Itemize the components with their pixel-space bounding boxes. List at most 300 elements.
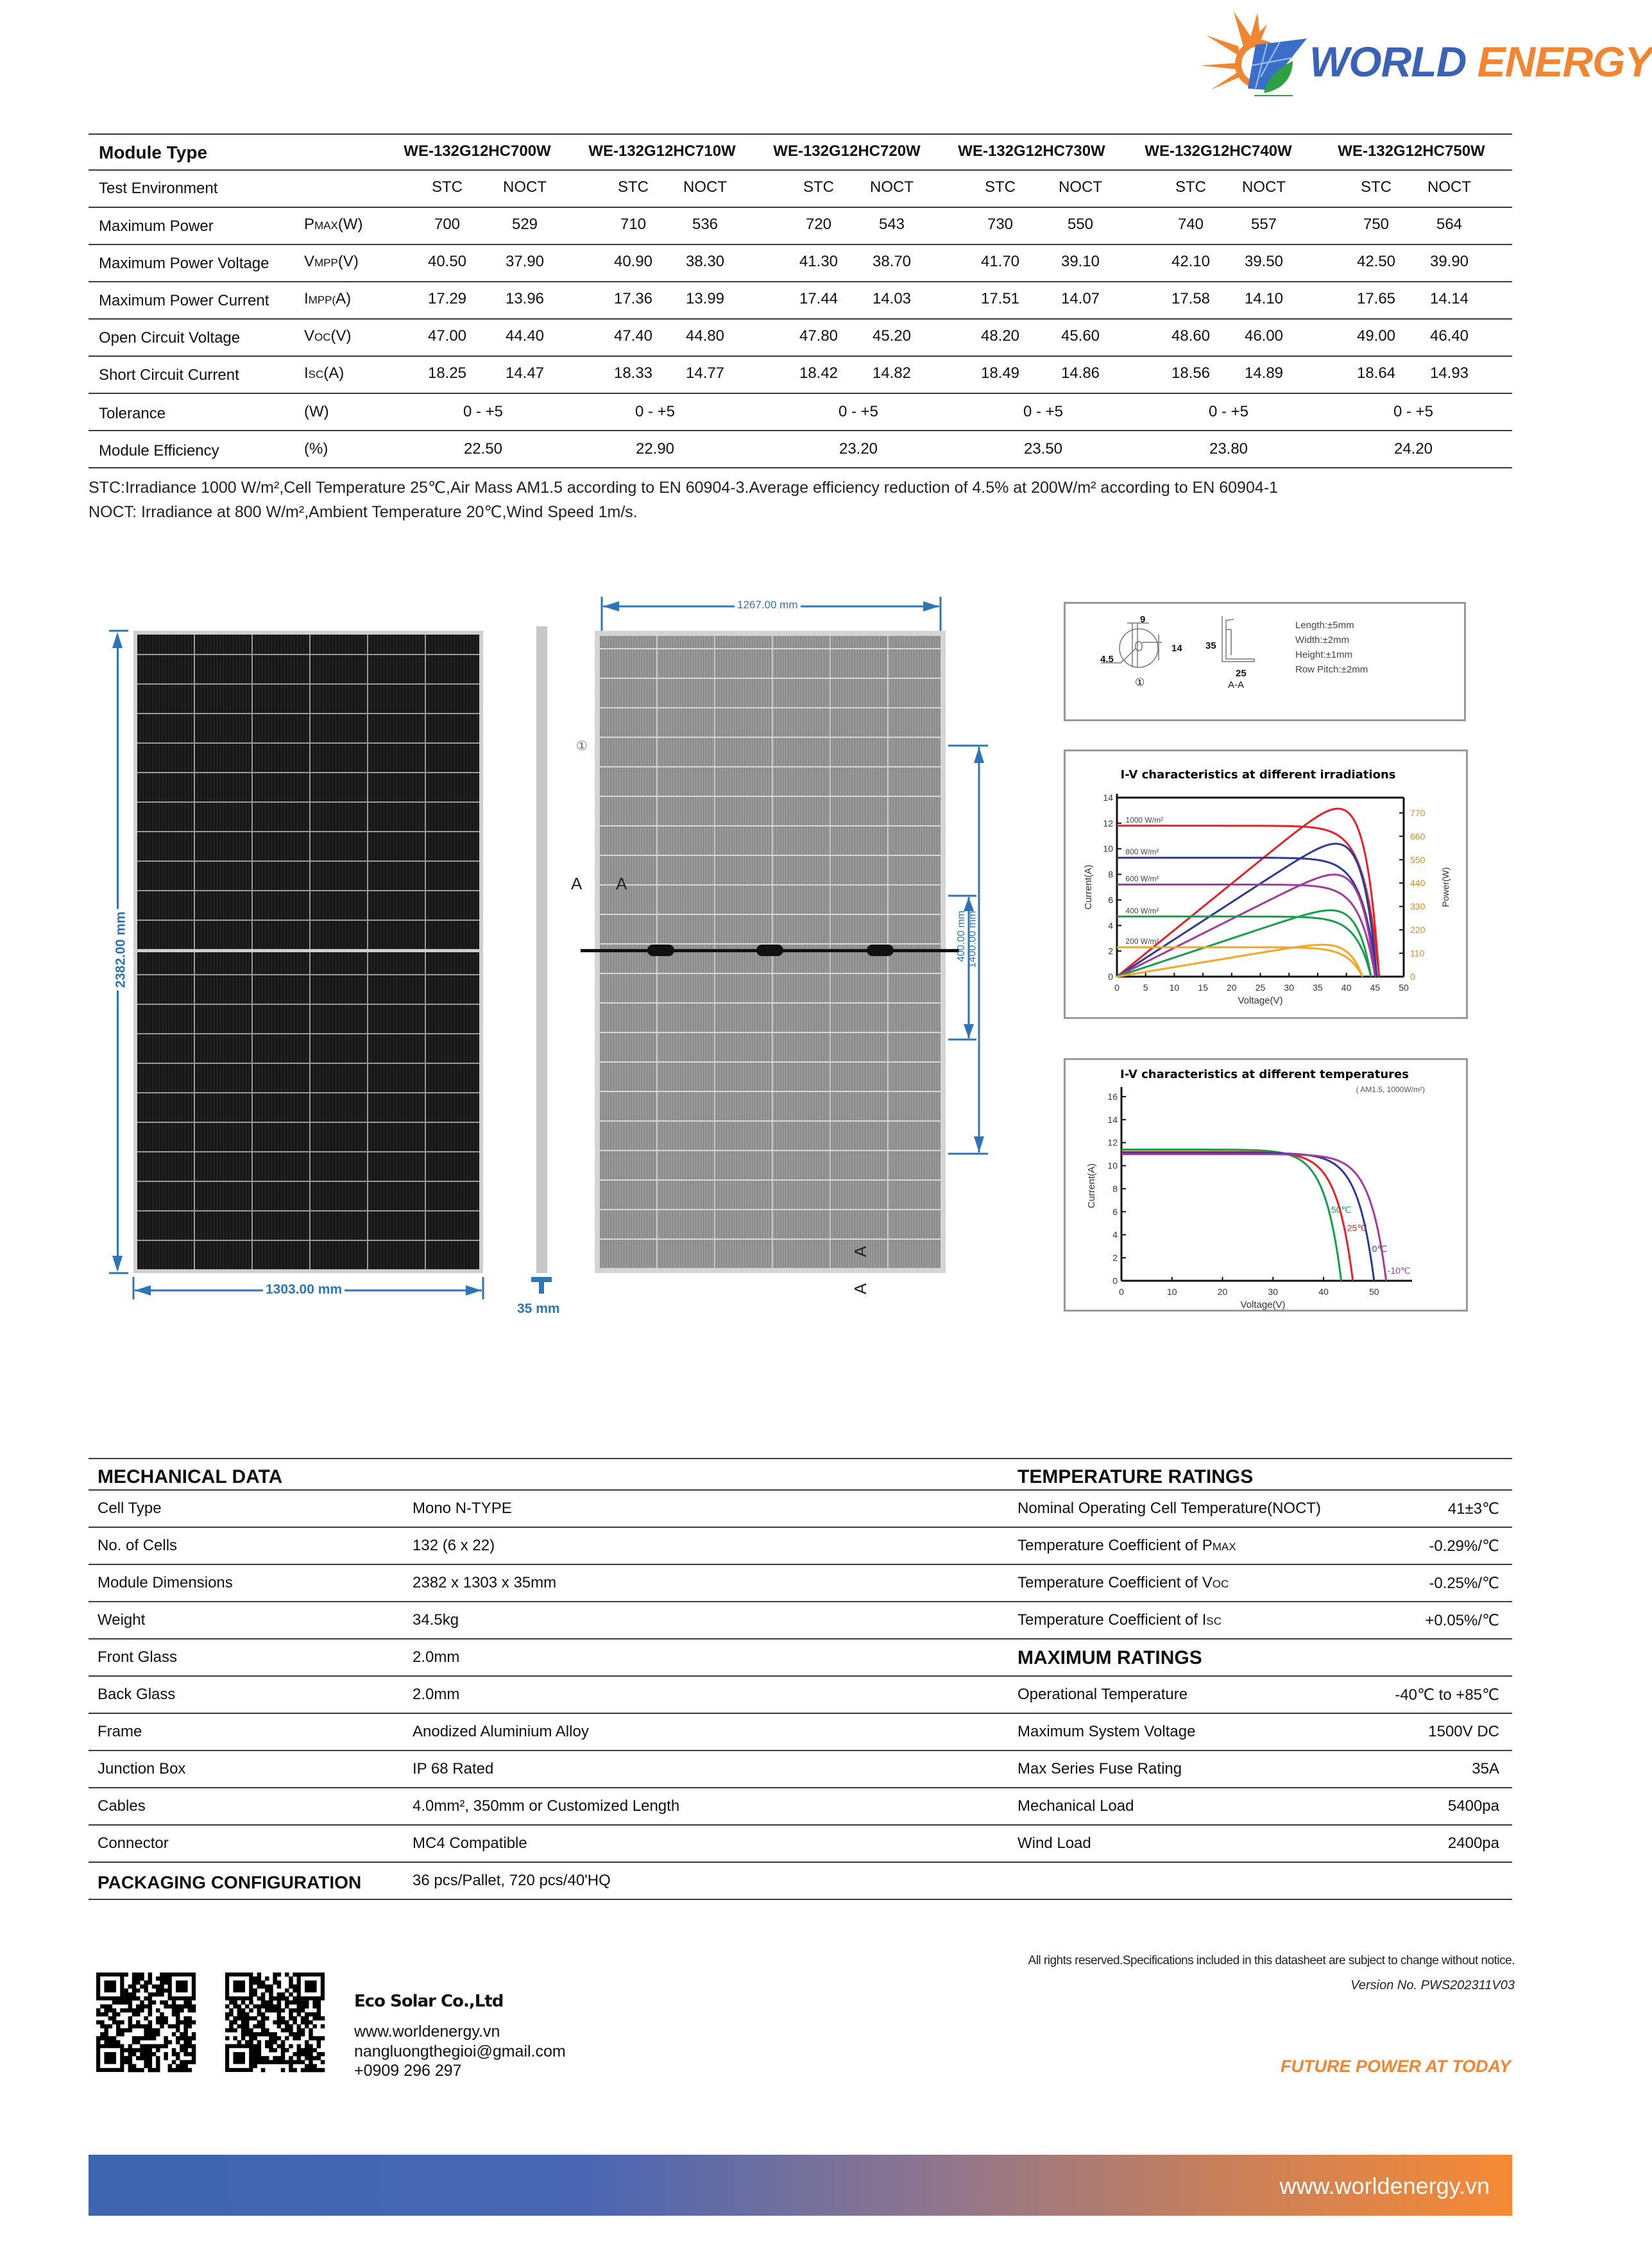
qr-module [233,2028,237,2033]
qr-module [273,2032,277,2037]
qr-module [281,1996,285,2001]
spec-value: 41.30 [799,253,839,270]
x-tick-label: 35 [1313,982,1323,993]
x-tick-label: 40 [1318,1287,1329,1297]
qr-module [289,2032,293,2037]
qr-module [188,2060,192,2064]
unit-symbol: V [304,327,315,345]
qr-module [136,1996,141,2001]
x-tick-label: 5 [1143,982,1148,993]
qr-module [297,2028,302,2033]
qr-module [309,2064,313,2069]
spec-value: 750 [1363,216,1390,233]
qr-module [108,2008,113,2013]
table-divider [89,1564,1512,1565]
qr-module [261,1980,266,1985]
tolerance-row-pitch: Row Pitch:±2mm [1295,664,1368,675]
qr-module [301,2068,305,2073]
maximum-value: 2400pa [1447,1835,1499,1852]
qr-module [277,2024,282,2029]
qr-module [241,2000,246,2005]
qr-module [277,2036,282,2041]
qr-module [317,2044,321,2049]
qr-module [144,2056,148,2060]
qr-module [128,2024,133,2029]
profile-detail-label: ① [1135,676,1145,689]
x-tick-label: 40 [1341,982,1352,993]
qr-module [104,2012,108,2017]
qr-module [317,2005,321,2009]
qr-module [253,2024,257,2029]
qr-module [172,2060,176,2064]
qr-module [317,2068,321,2073]
section-mark-a: A [851,1245,871,1258]
mechanical-value: Mono N-TYPE [413,1500,512,1517]
qr-module [305,2052,309,2057]
junction-box [867,945,894,956]
y-tick-label: 8 [1108,869,1113,880]
company-name: Eco Solar Co.,Ltd [354,1992,504,2011]
qr-module [160,2012,164,2017]
qr-module [124,2048,128,2053]
qr-module [104,2032,108,2037]
spec-value: 42.10 [1171,253,1211,270]
qr-module [100,2020,105,2024]
spec-value: 14.86 [1060,364,1100,382]
model-name: WE-132G12HC730W [958,142,1105,160]
noct-note: NOCT: Irradiance at 800 W/m²,Ambient Temperature 20℃,Wind Speed 1m/s. [89,503,638,521]
qr-module [241,2028,246,2033]
series-label: 800 W/m² [1125,847,1159,857]
packaging-value: 36 pcs/Pallet, 720 pcs/40'HQ [413,1872,611,1889]
qr-module [148,2005,153,2009]
qr-module [156,2068,160,2073]
y-tick-label: 4 [1108,920,1113,931]
temperature-ratings-heading: TEMPERATURE RATINGS [1018,1466,1254,1487]
qr-module [124,1973,128,1977]
mechanical-value: 2.0mm [413,1686,460,1703]
y-tick-label: 6 [1108,894,1113,905]
qr-module [116,2040,121,2044]
qr-module [96,2020,101,2024]
website-link[interactable]: www.worldenergy.vn [354,2023,500,2041]
qr-module [148,2060,153,2064]
model-name: WE-132G12HC700W [404,142,551,160]
qr-module [156,1992,160,1997]
qr-module [160,2016,164,2021]
qr-module [269,1996,273,2001]
x-tick-label: 50 [1368,1287,1379,1297]
qr-module [321,2016,325,2021]
qr-module [261,2000,266,2005]
qr-module [253,2060,257,2064]
x-tick-label: 30 [1268,1287,1279,1297]
qr-module [144,1996,148,2001]
qr-module [293,2016,297,2021]
qr-finder-center [305,1980,317,1992]
qr-module [156,2044,160,2049]
qr-module [156,2060,160,2064]
qr-module [144,2032,148,2037]
spec-value: 14.07 [1060,290,1100,307]
qr-module [104,2028,108,2033]
x-tick-label: 10 [1166,1287,1177,1297]
qr-module [132,1985,137,1989]
tolerance-length: Length:±5mm [1295,620,1354,631]
temperature-label-subscript: SC [1206,1615,1222,1627]
qr-module [273,1996,277,2001]
qr-module [168,2068,173,2073]
qr-module [136,2024,141,2029]
spec-value: 49.00 [1356,327,1396,345]
spec-value: 44.40 [505,327,545,345]
frame-profile-icon [531,1277,552,1282]
qr-module [172,2000,176,2005]
qr-module [309,2012,313,2017]
mechanical-data-heading: MECHANICAL DATA [98,1466,283,1487]
qr-module [277,2056,282,2060]
mechanical-label: No. of Cells [98,1537,178,1554]
qr-module [144,2028,148,2033]
qr-module [108,2016,113,2021]
qr-module [144,2036,148,2041]
qr-module [156,2016,160,2021]
qr-module [108,2040,113,2044]
qr-module [317,2016,321,2021]
qr-module [321,2060,325,2064]
qr-module [297,2048,302,2053]
qr-module [261,2060,266,2064]
qr-module [168,2040,173,2044]
qr-module [132,1996,137,2001]
y2-tick-label: 330 [1410,901,1426,912]
spec-value: 14.82 [872,364,912,382]
qr-module [164,1973,168,1977]
qr-module [301,2020,305,2024]
qr-module [120,2020,124,2024]
qr-module [172,2068,176,2073]
spec-value: 18.25 [427,364,467,382]
spec-value: 529 [511,216,538,233]
maximum-label: Mechanical Load [1018,1797,1134,1815]
table-divider [89,1899,1512,1900]
qr-module [225,2012,230,2017]
qr-module [192,2048,196,2053]
qr-module [136,1976,141,1981]
qr-module [297,2024,302,2029]
spec-value: 45.20 [872,327,912,345]
iv-irradiation-chart [1064,749,1468,1019]
qr-module [136,2020,141,2024]
qr-module [144,2064,148,2069]
x-tick-label: 50 [1399,982,1409,993]
qr-module [309,2048,313,2053]
qr-module [273,2005,277,2009]
spec-value: 0 - +5 [838,403,879,420]
qr-module [128,2068,133,2073]
x-tick-label: 45 [1370,982,1381,993]
qr-module [253,2044,257,2049]
temperature-value: 41±3℃ [1447,1500,1499,1518]
qr-module [148,1973,153,1977]
qr-module [164,2005,168,2009]
qr-module [176,2052,180,2057]
qr-module [116,2032,121,2037]
qr-module [293,2068,297,2073]
test-condition: STC [618,178,649,196]
qr-module [312,2048,317,2053]
qr-module [261,1992,266,1997]
qr-module [293,2036,297,2041]
qr-module [229,2008,234,2013]
qr-module [261,1996,266,2001]
footer-website[interactable]: www.worldenergy.vn [1279,2173,1490,2199]
spec-value: 42.50 [1356,253,1396,270]
spec-value: 740 [1177,216,1204,233]
table-divider [89,1527,1512,1528]
qr-module [132,2064,137,2069]
qr-module [144,2024,148,2029]
y-tick-label: 2 [1108,946,1113,957]
spec-value: 14.03 [872,290,912,307]
qr-module [164,1989,168,1993]
spec-value: 18.42 [799,364,839,382]
qr-module [148,2000,153,2005]
qr-module [297,2052,302,2057]
unit-symbol: I [304,290,309,307]
section-mark-a: A [616,874,627,893]
unit-symbol: I [304,364,309,382]
qr-module [144,1989,148,1993]
spec-row-label: Maximum Power [99,218,214,235]
y-tick-label: 10 [1103,843,1113,854]
table-divider [89,1489,1512,1491]
qr-module [233,2020,237,2024]
qr-module [281,2016,285,2021]
qr-module [136,2036,141,2041]
qr-module [124,1992,128,1997]
qr-module [285,2000,289,2005]
spec-value: 45.60 [1060,327,1100,345]
qr-module [305,2016,309,2021]
qr-module [261,2005,266,2009]
qr-module [140,2052,144,2057]
spec-value: 46.00 [1244,327,1284,345]
iv-curve-1 [1121,1152,1353,1281]
table-divider [89,1675,1512,1677]
qr-module [183,2036,188,2041]
qr-module [156,1989,160,1993]
qr-module [152,2052,157,2057]
qr-module [183,2028,188,2033]
table-divider [89,1787,1512,1788]
qr-module [136,2040,141,2044]
qr-module [192,2032,196,2037]
qr-module [132,2012,137,2017]
maximum-value: 35A [1472,1760,1499,1777]
junction-box [647,945,674,956]
maximum-label: Operational Temperature [1018,1686,1188,1703]
qr-module [309,2036,313,2041]
qr-module [156,2020,160,2024]
qr-module [188,2068,192,2073]
qr-module [257,2008,262,2013]
x-tick-label: 10 [1169,982,1180,993]
mechanical-label: Frame [98,1723,142,1740]
x-tick-label: 30 [1284,982,1294,993]
qr-module [136,2068,141,2073]
qr-module [297,2000,302,2005]
qr-module [128,2008,133,2013]
qr-module [128,1992,133,1997]
qr-module [116,2000,121,2005]
qr-module [164,2044,168,2049]
qr-module [148,2024,153,2029]
qr-module [160,1980,164,1985]
qr-module [273,2036,277,2041]
spec-value: 730 [987,216,1014,233]
qr-module [229,2012,234,2017]
qr-module [112,2040,117,2044]
spec-value: 14.89 [1244,364,1284,382]
qr-module [152,2044,157,2049]
qr-module [273,1980,277,1985]
mechanical-label: Front Glass [98,1648,178,1666]
email-link[interactable]: nangluongthegioi@gmail.com [354,2042,566,2060]
packaging-heading: PACKAGING CONFIGURATION [98,1872,362,1892]
qr-module [160,2000,164,2005]
unit-suffix: A) [336,290,352,307]
qr-module [285,2020,289,2024]
qr-module [312,2036,317,2041]
series-label: -10℃ [1387,1265,1411,1276]
qr-module [233,2005,237,2009]
maximum-value: 5400pa [1447,1797,1499,1815]
unit-subscript: OC [314,331,331,343]
qr-module [120,2028,124,2033]
qr-module [192,2008,196,2013]
qr-module [104,2005,108,2009]
y-tick-label: 0 [1112,1276,1118,1286]
qr-module [148,2056,153,2060]
qr-module [305,2048,309,2053]
qr-module [148,2032,153,2037]
qr-module [253,2032,257,2037]
qr-module [245,2032,250,2037]
y2-tick-label: 220 [1410,925,1426,936]
mechanical-value: 2.0mm [413,1648,460,1666]
qr-module [249,2008,253,2013]
qr-module [301,2048,305,2053]
qr-module [140,1985,144,1989]
qr-module [172,2012,176,2017]
phone-number: +0909 296 297 [354,2062,462,2080]
spec-value: 557 [1250,216,1277,233]
qr-module [305,2056,309,2060]
qr-module [156,2056,160,2060]
qr-module [152,2032,157,2037]
spec-value: 14.14 [1429,290,1469,307]
qr-module [136,1980,141,1985]
qr-module [188,2016,192,2021]
qr-module [112,2016,117,2021]
qr-module [269,2032,273,2037]
qr-module [249,2000,253,2005]
qr-module [257,2060,262,2064]
qr-module [281,2052,285,2057]
qr-module [289,2060,293,2064]
qr-module [136,1989,141,1993]
profile-dim-25: 25 [1236,668,1247,679]
maximum-label: Maximum System Voltage [1018,1723,1196,1740]
qr-module [132,2052,137,2057]
spec-row-unit: (W) [304,403,329,420]
qr-module [277,1973,282,1977]
qr-module [112,2012,117,2017]
qr-module [192,2036,196,2041]
qr-module [180,2068,184,2073]
logo-word-energy: ENERGY [1477,38,1652,85]
table-divider [89,1458,1512,1459]
qr-module [176,2008,180,2013]
x-tick-label: 20 [1217,1287,1228,1297]
qr-module [120,2000,124,2005]
qr-module [321,2024,325,2029]
qr-module [277,2020,282,2024]
qr-module [305,2005,309,2009]
qr-module [164,2036,168,2041]
maximum-value: -40℃ to +85℃ [1395,1686,1499,1704]
qr-module [164,2052,168,2057]
qr-module [261,2068,266,2073]
qr-module [273,2060,277,2064]
qr-finder-center [104,2052,116,2064]
profile-section-label: A-A [1228,680,1245,690]
test-condition: NOCT [1059,178,1102,196]
spec-value: 710 [620,216,647,233]
qr-module [265,2008,269,2013]
qr-module [269,1989,273,1993]
qr-module [312,2012,317,2017]
qr-module [172,2005,176,2009]
spec-value: 17.36 [613,290,653,307]
qr-module [128,2000,133,2005]
qr-module [116,2020,121,2024]
qr-module [116,2012,121,2017]
qr-module [253,1976,257,1981]
qr-module [277,2008,282,2013]
mechanical-value: MC4 Compatible [413,1835,527,1852]
qr-module [100,2005,105,2009]
spec-value: 38.70 [872,253,912,270]
spec-value: 17.65 [1356,290,1396,307]
qr-module [249,2028,253,2033]
spec-value: 720 [805,216,832,233]
qr-module [245,2040,250,2044]
spec-value: 0 - +5 [1393,403,1434,420]
qr-module [180,2064,184,2069]
qr-module [176,2005,180,2009]
mechanical-label: Weight [98,1611,146,1629]
qr-finder-center [233,1980,245,1992]
qr-module [277,2016,282,2021]
qr-module [168,2005,173,2009]
qr-module [183,2052,188,2057]
spec-value: 48.20 [980,327,1020,345]
qr-module [164,2040,168,2044]
mechanical-label: Cell Type [98,1500,162,1517]
version-number: Version No. PWS202311V03 [1350,1978,1515,1992]
